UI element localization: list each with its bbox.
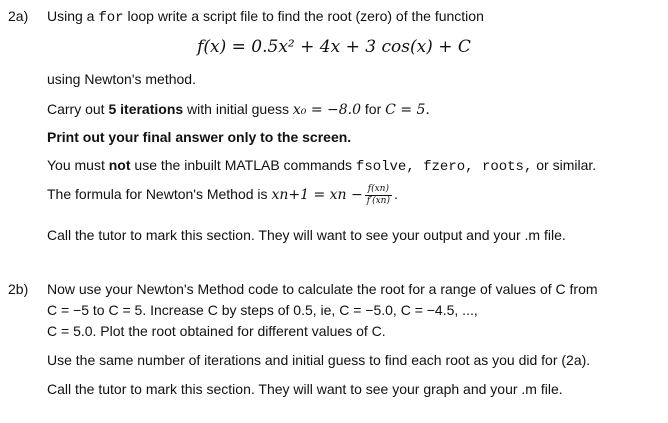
section-a-intro bbox=[47, 8, 484, 26]
carry-mid: with initial guess bbox=[183, 101, 293, 117]
section-a-number: 2a) bbox=[8, 8, 29, 24]
iterations-line bbox=[47, 101, 430, 118]
must-bold: not bbox=[108, 157, 131, 173]
tutor-line-a: Call the tutor to mark this section. They will want to see your output and your .m file. bbox=[47, 227, 566, 243]
code-for: for bbox=[98, 10, 124, 26]
section-b-number: 2b) bbox=[8, 281, 29, 297]
function-formula: f(x) = 0.5x² + 4x + 3 cos(x) + C bbox=[197, 37, 471, 57]
carry-pre: Carry out bbox=[47, 101, 109, 117]
formula-pre: The formula for Newton's Method is bbox=[47, 186, 272, 203]
must-mid: use the inbuilt MATLAB commands bbox=[130, 157, 356, 173]
newton-lhs: xn+1 = xn − bbox=[271, 187, 363, 204]
method-line: using Newton's method. bbox=[47, 71, 196, 87]
carry-bold: 5 iterations bbox=[108, 101, 184, 117]
tutor-line-b: Call the tutor to mark this section. They will want to see your graph and your .m file. bbox=[47, 381, 563, 397]
matlab-commands: fsolve, fzero, roots, bbox=[355, 159, 533, 175]
print-instruction: Print out your final answer only to the screen. bbox=[47, 129, 352, 145]
section-b-line1: Now use your Newton's Method code to calculate the root for a range of values of C from bbox=[47, 281, 598, 297]
fraction-numerator: f(xn) bbox=[365, 184, 392, 196]
section-b-line3: C = 5.0. Plot the root obtained for different values of C. bbox=[47, 323, 386, 339]
intro-text-post: loop write a script file to find the root (zero) of the function bbox=[123, 8, 484, 24]
fraction-denominator: f′(xn) bbox=[366, 196, 390, 206]
same-guess-line: Use the same number of iterations and initial guess to find each root as you did for (2a). bbox=[47, 352, 591, 368]
newton-formula-line: The formula for Newton's Method is xn+1 = xn − $\frac{f(xn)}{f'(xn)}$ . bbox=[47, 184, 398, 206]
newton-fraction bbox=[365, 184, 392, 207]
initial-guess: x₀ = −8.0 bbox=[292, 102, 362, 118]
c-value: C = 5. bbox=[385, 102, 430, 118]
intro-text-pre: Using a bbox=[47, 8, 99, 24]
section-b-line2: C = −5 to C = 5. Increase C by steps of 0.5, ie, C = −5.0, C = −4.5, ..., bbox=[47, 302, 478, 318]
restriction-line bbox=[47, 157, 596, 175]
must-pre: You must bbox=[47, 157, 109, 173]
must-post: or similar. bbox=[532, 157, 597, 173]
carry-for: for bbox=[361, 101, 386, 117]
